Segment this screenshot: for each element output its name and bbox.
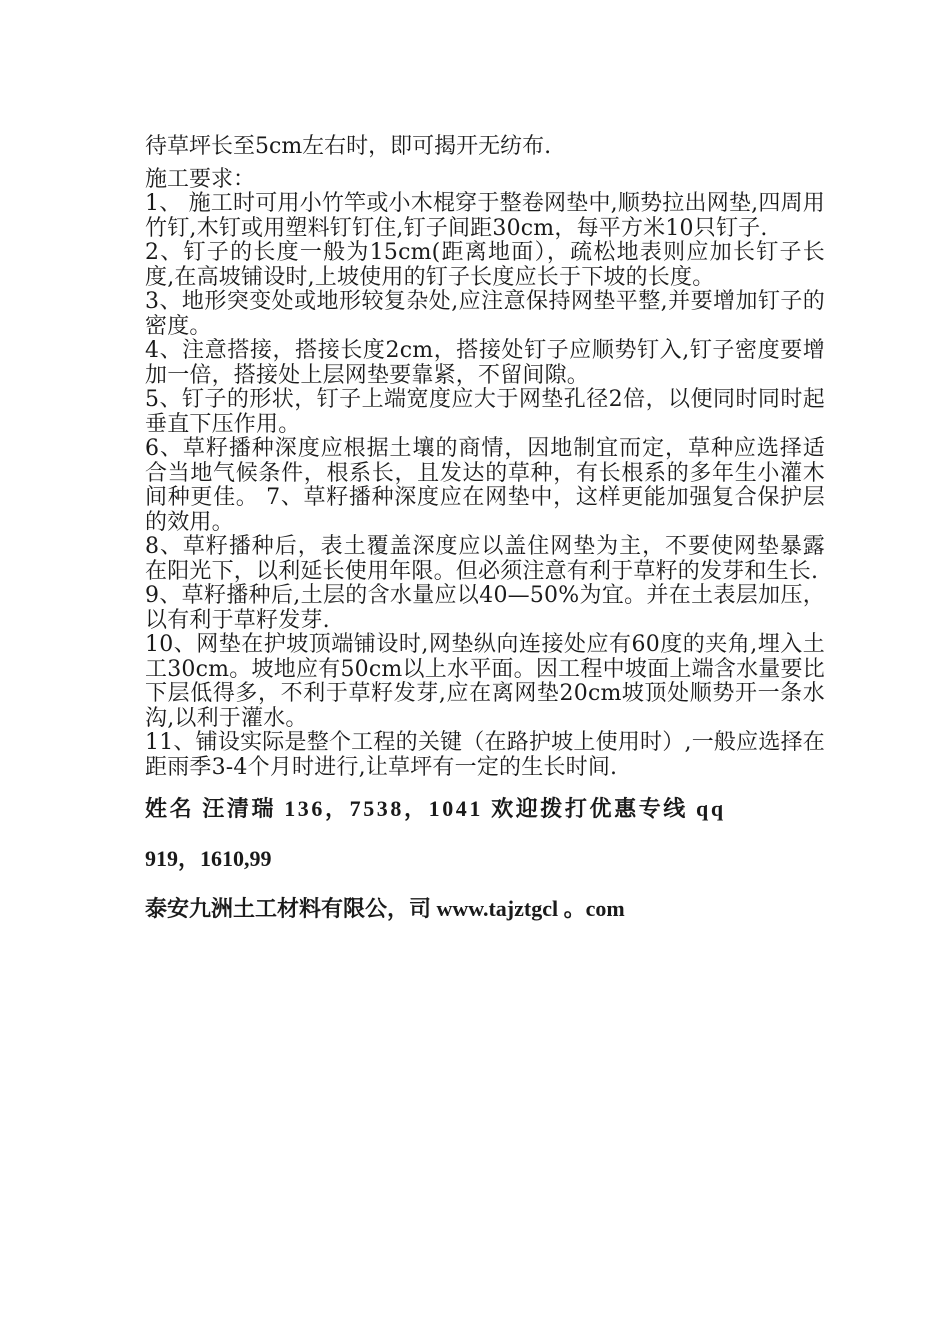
requirement-item: 6、草籽播种深度应根据土壤的商情，因地制宜而定，草种应选择适合当地气候条件，根系长，且发达的草种，有长根系的多年生小灌木间种更佳。 7、草籽播种深度应在网垫中，这样更能加强复合保护层的效用。 bbox=[145, 436, 825, 535]
requirements-list bbox=[145, 192, 825, 780]
requirement-item: 5、钉子的形状，钉子上端宽度应大于网垫孔径2倍，以便同时同时起垂直下压作用。 bbox=[145, 387, 825, 437]
requirement-item: 1、 施工时可用小竹竿或小木棍穿于整卷网垫中,顺势拉出网垫,四周用竹钉,木钉或用塑料钉钉住,钉子间距30cm，每平方米10只钉子. bbox=[145, 191, 825, 241]
requirement-item: 4、注意搭接，搭接长度2cm，搭接处钉子应顺势钉入,钉子密度要增加一倍，搭接处上层网垫要靠紧，不留间隙。 bbox=[145, 338, 825, 388]
document-page bbox=[145, 132, 825, 924]
contact-line-company: 泰安九洲土工材料有限公，司 www.tajztgcl 。com bbox=[145, 896, 625, 921]
requirement-item: 2、钉子的长度一般为15cm(距离地面），疏松地表则应加长钉子长度,在高坡铺设时,上坡使用的钉子长度应长于下坡的长度。 bbox=[145, 240, 825, 290]
requirement-item: 3、地形突变处或地形较复杂处,应注意保持网垫平整,并要增加钉子的密度。 bbox=[145, 289, 825, 339]
lead-paragraph: 待草坪长至5cm左右时，即可揭开无纺布. bbox=[145, 134, 552, 159]
contact-line-name-phone: 姓名 汪清瑞 136，7538，1041 欢迎拨打优惠专线 qq bbox=[145, 796, 726, 821]
contact-line-qq: 919，1610,99 bbox=[145, 846, 272, 871]
section-title: 施工要求： bbox=[145, 167, 256, 192]
requirement-item: 10、网垫在护坡顶端铺设时,网垫纵向连接处应有60度的夹角,埋入土工30cm。坡地应有50cm以上水平面。因工程中坡面上端含水量要比下层低得多，不利于草籽发芽,应在离网垫20cm坡顶处顺势开一条水沟,以利于灌水。 bbox=[145, 632, 825, 731]
requirement-item: 8、草籽播种后，表土覆盖深度应以盖住网垫为主，不要使网垫暴露在阳光下，以利延长使用年限。但必须注意有利于草籽的发芽和生长. bbox=[145, 534, 825, 584]
requirement-item: 9、草籽播种后,土层的含水量应以40—50%为宜。并在土表层加压，以有利于草籽发芽. bbox=[145, 583, 825, 633]
requirement-item: 11、铺设实际是整个工程的关键（在路护坡上使用时）,一般应选择在距雨季3-4个月时进行,让草坪有一定的生长时间. bbox=[145, 730, 825, 780]
